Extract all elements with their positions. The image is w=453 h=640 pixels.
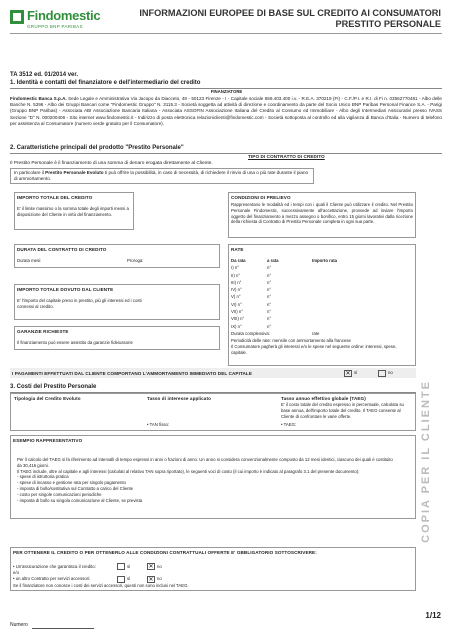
servizi-si-label: sì <box>127 576 131 582</box>
importo-label: IMPORTO TOTALE DEL CREDITO <box>17 195 93 200</box>
costi-col-taeg: Tasso annuo effettivo globale (TAEG) <box>281 396 366 401</box>
taeg-value: • TAEG: <box>281 422 297 427</box>
proroga: Proroga: <box>127 258 144 263</box>
rate-row-da: IV) n° <box>231 287 242 293</box>
rate-row-da: III) n° <box>231 279 242 285</box>
importo-box <box>14 192 134 230</box>
rate-row-a: n° <box>267 301 272 307</box>
rate-row-da: VII) n° <box>231 309 243 315</box>
esempio-items <box>13 474 413 503</box>
servizi-no-checkbox[interactable]: ✕ <box>148 576 154 583</box>
evoluto-prefix: In particolare il <box>14 170 44 175</box>
logo-icon <box>10 10 24 24</box>
rate-row <box>231 309 413 315</box>
costi-table <box>10 393 416 431</box>
numero-line <box>32 628 94 629</box>
rate-row <box>231 294 413 300</box>
rate-row <box>231 324 413 330</box>
pagamenti-no-checkbox[interactable] <box>378 370 386 377</box>
side-copy-label: COPIA PER IL CLIENTE <box>420 380 432 543</box>
esempio-item: - imposta di bollo/sostitutiva sul Contratto a carico del Cliente <box>17 485 134 491</box>
contract-type-label: TIPO DI CONTRATTO DI CREDITO <box>248 154 325 159</box>
garanzie-box <box>14 326 220 350</box>
condizioni-label: CONDIZIONI DI PRELIEVO <box>231 195 291 200</box>
pagamenti-no-label: no <box>388 370 393 376</box>
condizioni-text: Rappresentano le modalità ed i tempi con i quali il Cliente può utilizzare il credito. Nel Prestito Personale Findomestic, successivamente all'accettazione, provvede ad inviare l'importo oggetto del finanziamento a mezzo assegno o bonifico, entro 15 giorni lavorativi dalla ricezione della richiesta di Contratto di Prestito Personale completa in ogni sua parte. <box>231 202 413 225</box>
esempio-item: - spese di incasso e gestione rata per singolo pagamento <box>17 480 126 486</box>
rate-col-a: a rata <box>267 258 279 263</box>
contract-type-text: Il Prestito Personale è il finanziamento di una somma di denaro erogata direttamente al Cliente. <box>10 161 213 166</box>
garanzie-text: Il finanziamento può essere assistito da garanzie fideiussorie <box>17 340 133 345</box>
obbligatori-footnote: Se il finanziatore non conosce i costi dei servizi accessori, questi non sono inclusi nel TAEG. <box>13 582 189 588</box>
page-title: INFORMAZIONI EUROPEE DI BASE SUL CREDITO AI CONSUMATORI <box>139 8 441 18</box>
assicurazione-si-label: sì <box>127 563 131 569</box>
importo-text: E' il limite massimo o la somma totale degli importi messi a disposizione del Cliente in virtù del finanziamento. <box>17 206 129 217</box>
rate-row-a: n° <box>267 279 272 285</box>
condizioni-box <box>228 192 416 238</box>
brand-subtitle: GRUPPO BNP PARIBAS <box>27 24 83 29</box>
rate-row-da: VIII) n° <box>231 316 245 322</box>
esempio-item: - spese di istruttoria pratica <box>17 474 69 480</box>
rate-row <box>231 280 413 286</box>
section2-title: 2. Caratteristiche principali del prodotto "Prestito Personale" <box>10 145 184 151</box>
rate-row-a: n° <box>267 287 272 293</box>
brand-name: Findomestic <box>27 8 101 23</box>
assicurazione-no-label: no <box>157 563 162 569</box>
costi-col-tan: Tasso di interesse applicato <box>147 396 211 401</box>
dovuto-box <box>14 284 220 320</box>
servizi-no-label: no <box>157 576 162 582</box>
rate-rows <box>231 265 413 329</box>
obbligatori-box <box>10 547 416 591</box>
esempio-text2: Il TAEG include, oltre al capitale e agli interessi (calcolati al relativo TAN sopra riportato), le seguenti voci di costo (il cui importo è indicato al paragrafo 3.1 del presente documento): <box>17 468 360 474</box>
esempio-label: ESEMPIO RAPPRESENTATIVO <box>13 438 83 443</box>
section3-title: 3. Costi del Prestito Personale <box>10 384 97 390</box>
findomestic-logo <box>10 7 102 35</box>
rate-row-a: n° <box>267 272 272 278</box>
taeg-description: E' il costo totale del credito espresso in percentuale, calcolata su base annua, dell'importo totale del credito. Il TAEG consente al Cliente di confrontare le varie offerte. <box>281 402 404 419</box>
page-subtitle: PRESTITO PERSONALE <box>335 19 441 29</box>
esempio-text: Per il calcolo del TAEG si fa riferimento ad intervalli di tempo espressi in anni o frazioni di anno. Un anno si considera convenzionalmente composto da 12 mesi identici, ciascuno dei quali è costituito da 30,416 giorni. <box>17 457 393 468</box>
finanziatore-details: Sede Legale e Amministrativa Via Jacopo da Diacceto, 48 - 50123 Firenze - I - Capitale sociale 659.403.400 i.v. - R.E.A. 370219 (FI) - C.F./P.I. e R.I. di Fi n. 03562770481 - Albo delle Banche N. 5396 - Albo dei Gruppi Bancari come "Findomestic Gruppo" N. 3115.3 - Società soggetta ad attività di direzione e coordinamento da parte del Socio Unico BNP Paribas Personal Finance S.A. - Parigi (Gruppo BNP Paribas) - Associata ABI Associazione Bancaria Italiana - Associata ASSOFIN Associazione Italiana del Credito al Consumo ed Immobiliare - Albo degli Intermediari Assicurativi presso IVASS Sezione "D" N. 000200406 - Sito internet www.findomestic.it - Indirizzo di posta elettronica relazioniclienti@findomestic.com - Società sottoposta al controllo ed alla vigilanza di Banca d'Italia - Numero di telefono per assistenza al Consumatore (numero verde gratuito per il Consumatore). <box>10 96 442 126</box>
rate-box <box>228 244 416 366</box>
opt-eo: e/o <box>13 570 19 575</box>
document-reference: TA 3512 ed. 01/2014 ver. <box>10 72 79 78</box>
section2-rule <box>10 153 442 154</box>
finanziatore-text <box>10 96 442 127</box>
ordine-pagamento: Il Consumatore pagherà gli interessi e/o le spese nel seguente ordine: interessi, spese, capitale. <box>231 344 397 355</box>
garanzie-label: GARANZIE RICHIESTE <box>17 329 69 334</box>
pagamenti-si-label: sì <box>354 370 358 376</box>
rate-row-a: n° <box>267 316 272 322</box>
rate-row-a: n° <box>267 265 272 271</box>
section1-title: 1. Identità e contatti del finanziatore e dell'intermediario del credito <box>10 80 201 86</box>
opt-servizi-accessori: • un altro Contratto per servizi accessori: <box>13 576 91 582</box>
costi-col-tipologia: Tipologia del Credito Evoluto <box>14 396 81 401</box>
page-number: 1/12 <box>425 611 441 620</box>
dovuto-text: E' l'importo del capitale preso in prestito, più gli interessi ed i costi connessi al credito. <box>17 298 142 309</box>
pagamenti-row <box>10 368 416 378</box>
rate-col-da: Da rata <box>231 258 246 263</box>
rate-row-da: V) n° <box>231 294 241 300</box>
header-divider <box>10 33 442 34</box>
evoluto-text: ti può offrire la possibilità, in caso di necessità, di richiedere il rinvio di una o più rate durante il piano di ammortamento. <box>14 170 309 182</box>
evoluto-box <box>10 168 314 184</box>
finanziatore-name: Findomestic Banca S.p.A. <box>10 96 67 101</box>
rate-row-a: n° <box>267 323 272 329</box>
servizi-si-checkbox[interactable] <box>117 576 125 583</box>
rate-row-da: IX) n° <box>231 323 242 329</box>
rate-row-da: I) n° <box>231 265 239 271</box>
rate-row <box>231 302 413 308</box>
dovuto-label: IMPORTO TOTALE DOVUTO DAL CLIENTE <box>17 287 114 292</box>
durata-complessiva: Durata complessiva: <box>231 331 270 337</box>
durata-mesi: Durata mesi: <box>17 258 42 263</box>
durata-box <box>14 244 220 268</box>
rate-col-importo: Importo rata <box>312 258 338 263</box>
rate-row <box>231 273 413 279</box>
durata-label: DURATA DEL CONTRATTO DI CREDITO <box>17 247 107 252</box>
rate-row <box>231 265 413 271</box>
pagamenti-label: I PAGAMENTI EFFETTUATI DAL CLIENTE COMPORTANO L'AMMORTAMENTO IMMEDIATO DEL CAPITALE <box>12 370 253 376</box>
numero-label: Numero <box>10 622 28 628</box>
esempio-item: - imposta di bollo su singola comunicazione al Cliente, se prevista <box>17 497 143 503</box>
opt-assicurazione: • Un'assicurazione che garantisca il credito: <box>13 563 96 569</box>
pagamenti-si-checkbox[interactable]: ✕ <box>345 370 351 377</box>
finanziatore-label: FINANZIATORE <box>210 89 243 94</box>
rate-word: rate <box>312 331 320 337</box>
assicurazione-no-checkbox[interactable]: ✕ <box>148 564 154 570</box>
esempio-item: - costo per singole comunicazioni periodiche <box>17 491 102 497</box>
tan-fisso: • TAN fisso: <box>147 422 170 427</box>
periodicita: Periodicità delle rate: mensile con ammortamento alla francese <box>231 338 351 344</box>
obbligatori-label: PER OTTENERE IL CREDITO O PER OTTENERLO ALLE CONDIZIONI CONTRATTUALI OFFERTE E' OBBLIGATORIO SOTTOSCRIVERE: <box>13 550 317 555</box>
rate-row-a: n° <box>267 294 272 300</box>
rate-label: RATE <box>231 247 244 252</box>
rate-row-a: n° <box>267 309 272 315</box>
rate-row-da: VI) n° <box>231 301 242 307</box>
assicurazione-si-checkbox[interactable] <box>117 563 125 570</box>
rate-row-da: II) n° <box>231 272 241 278</box>
rate-row <box>231 316 413 322</box>
evoluto-bold: Prestito Personale Evoluto <box>45 170 104 175</box>
esempio-box <box>10 435 416 519</box>
rate-row <box>231 287 413 293</box>
